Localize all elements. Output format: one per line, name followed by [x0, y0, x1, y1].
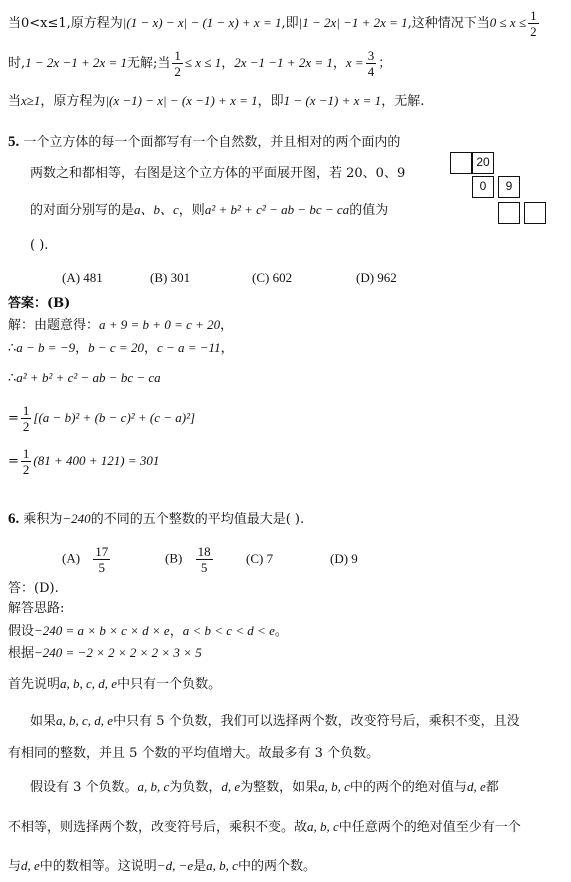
solution-line: ∴a² + b² + c² − ab − bc − ca	[8, 370, 161, 386]
cube-net-diagram	[450, 152, 550, 232]
question-5-line: 5. 一个立方体的每一个面都写有一个自然数，并且相对的两个面内的	[8, 134, 401, 150]
solution-line: 根据−240 = −2 × 2 × 2 × 2 × 3 × 5	[8, 645, 202, 661]
section-label: 解答思路:	[8, 601, 65, 616]
expression: [(a − b)² + (b − c)² + (c − a)²]	[33, 410, 196, 425]
fraction: $\frac{1}{2}$	[530, 8, 537, 39]
solution-line: 不相等，则选择两个数，改变符号后，乘积不变。故a, b, c中任意两个的绝对值至少有一个	[8, 819, 521, 835]
solution-line: 假设有 3 个负数。a, b, c为负数，d, e为整数，如果a, b, c中的两个的绝对值与d, e都	[30, 779, 499, 795]
fraction: $\frac{1}{2}$	[22, 403, 30, 434]
text-line: 的对面分别写的是a、b、c，则a² + b² + c² − ab − bc − ca的值为	[30, 202, 389, 218]
net-cell-20: 20	[472, 152, 494, 174]
equation: |(x −1) − x| − (x −1) + x = 1	[105, 93, 258, 108]
option-a: (A) 481	[62, 270, 103, 285]
solution-line: 解：由题意得：a + 9 = b + 0 = c + 20，	[8, 317, 234, 333]
expression: a² + b² + c² − ab − bc − ca	[204, 202, 350, 217]
net-cell	[450, 152, 472, 174]
solution-line: 假设−240 = a × b × c × d × e，a < b < c < d < e。	[8, 623, 288, 639]
equation: −240 = −2 × 2 × 2 × 2 × 3 × 5	[34, 645, 202, 660]
answer-label: 答案：(B)	[8, 296, 71, 311]
net-cell	[524, 202, 546, 224]
solution-line: 如果a, b, c, d, e中只有 5 个负数，我们可以选择两个数，改变符号后，乘积不变，且没	[30, 713, 520, 729]
option-b: (B) 301	[150, 270, 191, 285]
solution-line: = $\frac{1}{2}$ (81 + 400 + 121) = 301	[8, 446, 160, 477]
expression: a² + b² + c² − ab − bc − ca	[16, 370, 161, 385]
equation: 1 − (x −1) + x = 1	[283, 93, 382, 108]
option-d: (D) 9	[330, 551, 358, 566]
question-6-line: 6. 乘积为−240的不同的五个整数的平均值最大是( ).	[8, 511, 305, 527]
option-c: (C) 7	[246, 551, 274, 566]
equation: 1 − 2x −1 + 2x = 1	[25, 55, 128, 70]
text-line: 时,1 − 2x −1 + 2x = 1无解;当 $\frac{1}{2}$ ≤ x ≤ 1，2x −1 −1 + 2x = 1，x = $\frac{3}{4}$ ；	[8, 48, 392, 79]
solution-line: = $\frac{1}{2}$ [(a − b)² + (b − c)² + (c − a)²]	[8, 403, 196, 434]
fraction: $\frac{17}{5}$	[95, 544, 109, 575]
option-c: (C) 602	[252, 270, 293, 285]
solution-line: ∴a − b = −9，b − c = 20，c − a = −11，	[8, 340, 234, 356]
question-number: 6.	[8, 511, 20, 527]
inequality: 0 ≤ x ≤	[489, 15, 527, 30]
expression: (81 + 400 + 121) = 301	[33, 453, 160, 468]
option-a: (A) $\frac{17}{5}$	[62, 544, 109, 575]
fraction: $\frac{18}{5}$	[197, 544, 211, 575]
text-line: 当x≥1，原方程为|(x −1) − x| − (x −1) + x = 1，即1 − (x −1) + x = 1，无解.	[8, 93, 425, 109]
net-cell	[498, 202, 520, 224]
question-number: 5.	[8, 134, 20, 150]
option-d: (D) 962	[356, 270, 397, 285]
text-line: 两数之和都相等，右图是这个立方体的平面展开图，若 20、0、9	[30, 166, 406, 181]
inequality: a < b < c < d < e	[182, 623, 275, 638]
net-cell-9: 9	[498, 176, 520, 198]
equation: |(1 − x) − x| − (1 − x) + x = 1	[122, 15, 282, 30]
text-line: 当0<x≤1,原方程为|(1 − x) − x| − (1 − x) + x = 1,即|1 − 2x| −1 + 2x = 1,这种情况下当0 ≤ x ≤ $\frac{1}{2}$	[8, 8, 537, 39]
answer-label: 答：(D).	[8, 581, 59, 596]
equation: |1 − 2x| −1 + 2x = 1	[298, 15, 408, 30]
fraction: $\frac{1}{2}$	[174, 48, 181, 79]
solution-line: 首先说明a, b, c, d, e中只有一个负数。	[8, 676, 222, 692]
blank-paren: ( ).	[30, 238, 49, 253]
equation: −240 = a × b × c × d × e	[34, 623, 170, 638]
equation: 2x −1 −1 + 2x = 1	[234, 55, 333, 70]
solution-line: 与d, e中的数相等。这说明−d, −e是a, b, c中的两个数。	[8, 858, 316, 874]
solution-line: 有相同的整数，并且 5 个数的平均值增大。故最多有 3 个负数。	[8, 746, 380, 761]
net-cell-0: 0	[472, 176, 494, 198]
option-b: (B) $\frac{18}{5}$	[165, 544, 211, 575]
equation: a + 9 = b + 0 = c + 20	[99, 317, 221, 332]
fraction: $\frac{1}{2}$	[22, 446, 30, 477]
fraction: $\frac{3}{4}$	[367, 48, 375, 79]
